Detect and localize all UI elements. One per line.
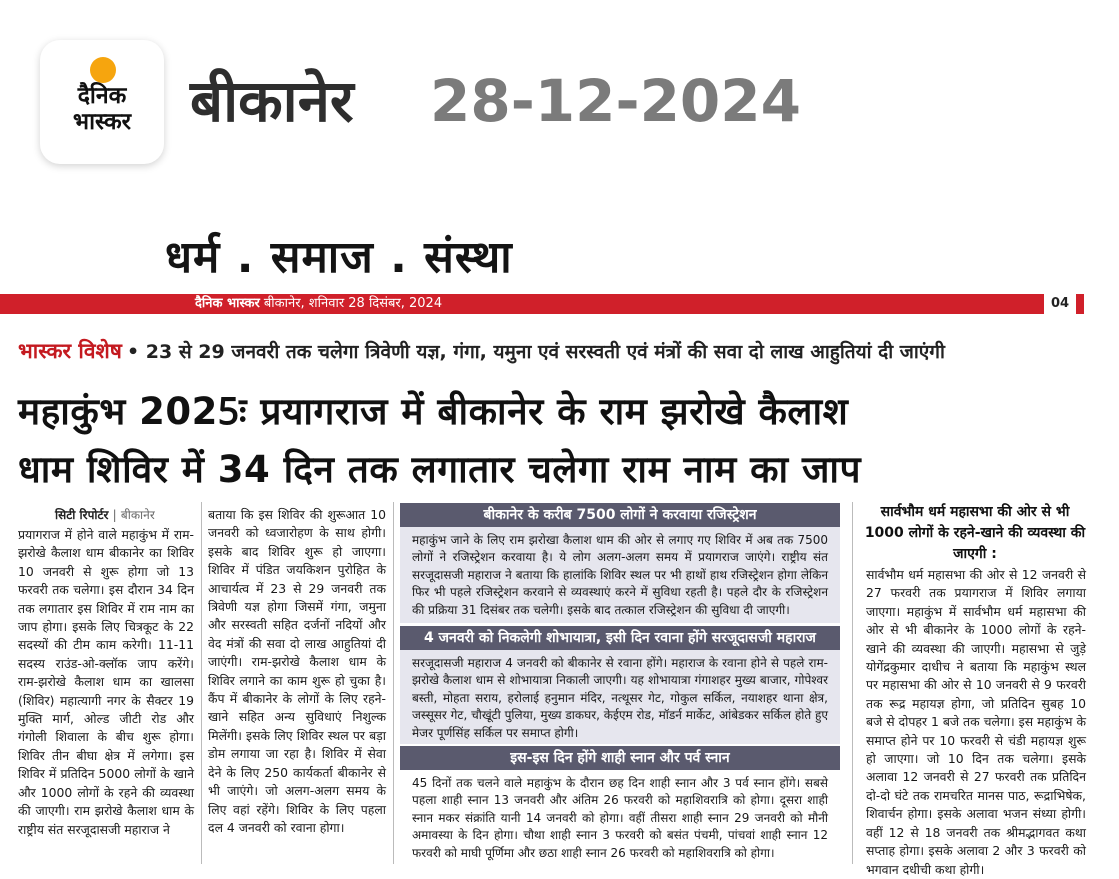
kicker-tag: भास्कर विशेष [18,339,122,363]
sun-icon [90,57,116,83]
masthead-date: बीकानेर, शनिवार 28 दिसंबर, 2024 [263,296,443,311]
masthead-name: दैनिक भास्कर [195,296,260,311]
byline-separator: | [112,508,117,522]
masthead-bar [0,294,1084,314]
headline-line-2: धाम शिविर में 34 दिन तक लगातार चलेगा राम नाम का जाप [18,448,862,491]
header-city: बीकानेर [190,67,354,135]
section-title: धर्म . समाज . संस्था [165,232,513,283]
page-number: 04 [1044,294,1076,314]
byline-reporter: सिटी रिपोर्टर [55,508,109,522]
dainik-bhaskar-logo [40,40,164,164]
box3-body: 45 दिनों तक चलने वाले महाकुंभ के दौरान छह दिन शाही स्नान और 3 पर्व स्नान होंगे। सबसे पहला शाही स्नान 13 जनवरी और अंतिम 26 फरवरी को महाशिवरात्रि को होगा। दूसरा शाही स्नान मकर संक्रांति यानी 14 जनवरी को होगा। वहीं तीसरा शाही स्नान 29 जनवरी को मौनी अमावस्या के दिन होगा। चौथा शाही स्नान 3 फरवरी को बसंत पंचमी, पांचवां शाही स्नान 12 फरवरी को माघी पूर्णिमा और छठा शाही स्नान 26 फरवरी को महाशिवरात्रि को होगा। [400,770,840,864]
right-column-heading: सार्वभौम धर्म महासभा की ओर से भी 1000 लोगों के रहने-खाने की व्यवस्था की जाएगी : [864,504,1086,562]
article-column-2: बताया कि इस शिविर की शुरूआत 10 जनवरी को ध्वजारोहण के साथ होगी। इसके बाद शिविर शुरू हो जाएगा। शिविर में पंडित जयकिशन पुरोहित के आचार्यत्व में 23 से 29 जनवरी तक त्रिवेणी यज्ञ होगा जिसमें गंगा, जमुना और सरस्वती सहित दर्जनों नदियों और वेद मंत्रों की सवा दो लाख आहुतियां दी जाएंगी। राम-झरोखे कैलाश धाम के शिविर लगाने का काम शुरू हो चुका है। कैंप में बीकानेर के लोगों के लिए रहने-खाने सहित अन्य सुविधाएं निशुल्क मिलेंगी। इसके लिए शिविर स्थल पर बड़ा डोम लगाया जा रहा है। शिविर में सेवा देने के लिए 250 कार्यकर्ता बीकानेर से भी जाएंगे। जो अलग-अलग समय के लिए वहां रहेंगे। शिविर के लिए पहला दल 4 जनवरी को रवाना होगा। [208,507,386,835]
masthead-text [195,294,442,314]
column-divider [393,502,394,864]
right-column-body: सार्वभौम धर्म महासभा की ओर से 12 जनवरी से 27 फरवरी तक प्रयागराज में शिविर लगाया जाएगा। महाकुंभ में सार्वभौम धर्म महासभा की ओर से भी बीकानेर के 1000 लोगों के रहने-खाने की व्यवस्था की जाएगी। महासभा से जुड़े योगेंद्रकुमार दाधीच ने बताया कि महाकुंभ स्थल पर महासभा की ओर से 10 जनवरी से 9 फरवरी तक रूद्र महायज्ञ होगा, जो प्रतिदिन सुबह 10 बजे से दोपहर 1 बजे तक चलेगा। इस महाकुंभ के समाप्त होने पर 10 फरवरी से चंडी महायज्ञ शुरू हो जाएगा। जो 10 दिन तक चलेगा। इसके अलावा 12 जनवरी से 27 फरवरी तक प्रतिदिन दो-दो घंटे तक रामचरित मानस पाठ, रूद्राभिषेक, शिवार्चन होगा। इसके अलावा भजन संध्या होगी। वहीं 12 से 18 जनवरी तक श्रीमद्भागवत कथा सप्ताह होगा। इसके अलावा 2 और 3 फरवरी को भगवान दधीची कथा होगी। [866,567,1086,877]
box1-heading: बीकानेर के करीब 7500 लोगों ने करवाया रजिस्ट्रेशन [400,503,840,527]
kicker-text: • 23 से 29 जनवरी तक चलेगा त्रिवेणी यज्ञ, गंगा, यमुना एवं सरस्वती एवं मंत्रों की सवा दो लाख आहुतियां दी जाएंगी [127,341,945,363]
box1-body: महाकुंभ जाने के लिए राम झरोखा कैलाश धाम की ओर से लगाए गए शिविर में अब तक 7500 लोगों ने रजिस्ट्रेशन करवाया है। ये लोग अलग-अलग समय में प्रयागराज जाएंगे। राष्ट्रीय संत सरजूदासजी महाराज ने बताया कि हालांकि शिविर स्थल पर भी हाथों हाथ रजिस्ट्रेशन होगा लेकिन फिर भी पहले रजिस्ट्रेशन करवाने से व्यवस्थाएं करने में सुविधा रहती है। पहले दौर के रजिस्ट्रेशन की प्रक्रिया 31 दिसंबर तक चलेगी। इसके बाद तत्काल रजिस्ट्रेशन की सुविधा दी जाएगी। [400,527,840,623]
header-date: 28-12-2024 [430,67,801,135]
box2-body: सरजूदासजी महाराज 4 जनवरी को बीकानेर से रवाना होंगे। महाराज के रवाना होने से पहले राम-झरोखे कैलाश धाम से शोभायात्रा निकाली जाएगी। यह शोभायात्रा गंगाशहर मुख्य बाजार, गोपेश्वर बस्ती, मोहता सराय, हरोलाई हनुमान मंदिर, नत्थूसर गेट, गोकुल सर्किल, नयाशहर थाना क्षेत्र, जस्सूसर गेट, चौखूंटी पुलिया, मुख्य डाकघर, केईएम रोड, मॉडर्न मार्केट, आंबेडकर सर्किल होते हुए मेजर पूर्णसिंह सर्किल पर समाप्त होगी। [400,650,840,744]
byline [55,506,155,523]
page-number-marker [1076,294,1082,314]
headline-line-1: महाकुंभ 2025ः प्रयागराज में बीकानेर के राम झरोखे कैलाश [18,390,849,433]
box3-heading: इस-इस दिन होंगे शाही स्नान और पर्व स्नान [400,746,840,770]
article-column-1: प्रयागराज में होने वाले महाकुंभ में राम-झरोखे कैलाश धाम बीकानेर का शिविर 10 जनवरी से शुरू होगा जो 13 फरवरी तक चलेगा। इस दौरान 34 दिन तक लगातार इस शिविर में राम नाम का जाप होगा। इसके लिए चित्रकूट के 22 सदस्यों की टीम काम करेगी। 11-11 सदस्य राउंड-ओ-क्लॉक जाप करेंगे। राम-झरोखे कैलाश धाम का खालसा (शिविर) महात्यागी नगर के सैक्टर 19 मुक्ति मार्ग, ओल्ड जीटी रोड और गंगोली शिवाला के बीच शुरू होगा। शिविर तीन बीघा क्षेत्र में लगेगा। इस शिविर में प्रतिदिन 5000 लोगों के खाने और 1000 लोगों के रहने की व्यवस्था की जाएगी। राम झरोखे कैलाश धाम के राष्ट्रीय संत सरजूदासजी महाराज ने [18,527,194,837]
logo-text-line2: भास्कर [72,109,132,135]
box2-heading: 4 जनवरी को निकलेगी शोभायात्रा, इसी दिन रवाना होंगे सरजूदासजी महाराज [400,626,840,650]
column-divider [201,502,202,864]
byline-place: बीकानेर [120,508,155,522]
article-kicker [18,332,945,372]
column-divider [852,502,853,864]
logo-text-line1: दैनिक [77,83,127,109]
